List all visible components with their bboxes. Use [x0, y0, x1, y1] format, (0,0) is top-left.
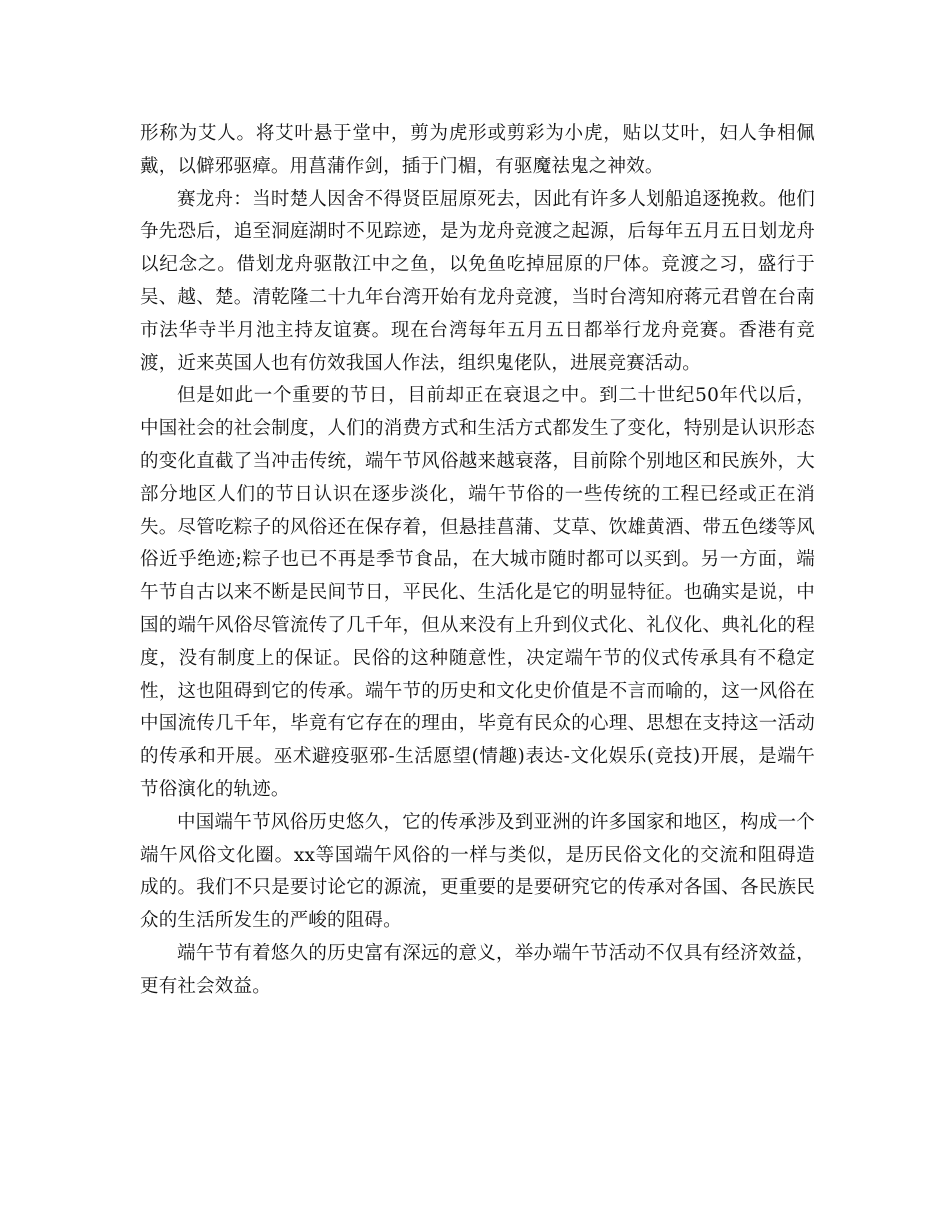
paragraph-ai-ren: 形称为艾人。将艾叶悬于堂中，剪为虎形或剪彩为小虎，贴以艾叶，妇人争相佩戴，以僻邪驱瘴。用菖蒲作剑，插于门楣，有驱魔祛鬼之神效。 — [140, 123, 815, 177]
document-body — [140, 118, 815, 1004]
paragraph-significance: 端午节有着悠久的历史富有深远的意义，举办端午节活动不仅具有经济效益，更有社会效益。 — [140, 942, 815, 997]
paragraph-decline: 但是如此一个重要的节日，目前却正在衰退之中。到二十世纪50年代以后，中国社会的社会制度，人们的消费方式和生活方式都发生了变化，特别是认识形态的变化直截了当冲击传统，端午节风俗越来越衰落，目前除个别地区和民族外，大部分地区人们的节日认识在逐步淡化，端午节俗的一些传统的工程已经或正在消失。尽管吃粽子的风俗还在保存着，但悬挂菖蒲、艾草、饮雄黄酒、带五色缕等风俗近乎绝迹;粽子也已不再是季节食品，在大城市随时都可以买到。另一方面，端午节自古以来不断是民间节日，平民化、生活化是它的明显特征。也确实是说，中国的端午风俗尽管流传了几千年，但从来没有上升到仪式化、礼仪化、典礼化的程度，没有制度上的保证。民俗的这种随意性，决定端午节的仪式传承具有不稳定性，这也阻碍到它的传承。端午节的历史和文化史价值是不言而喻的，这一风俗在中国流传几千年，毕竟有它存在的理由，毕竟有民众的心理、思想在支持这一活动的传承和开展。巫术避疫驱邪-生活愿望(情趣)表达-文化娱乐(竞技)开展，是端午节俗演化的轨迹。 — [140, 385, 815, 800]
paragraph-cultural-circle: 中国端午节风俗历史悠久，它的传承涉及到亚洲的许多国家和地区，构成一个端午风俗文化圈。xx等国端午风俗的一样与类似，是历民俗文化的交流和阻碍造成的。我们不只是要讨论它的源流，更重要的是要研究它的传承对各国、各民族民众的生活所发生的严峻的阻碍。 — [140, 811, 815, 932]
paragraph-dragon-boat: 赛龙舟：当时楚人因舍不得贤臣屈原死去，因此有许多人划船追逐挽救。他们争先恐后，追至洞庭湖时不见踪迹，是为龙舟竞渡之起源，后每年五月五日划龙舟以纪念之。借划龙舟驱散江中之鱼，以免鱼吃掉屈原的尸体。竞渡之习，盛行于吴、越、楚。清乾隆二十九年台湾开始有龙舟竞渡，当时台湾知府蒋元君曾在台南市法华寺半月池主持友谊赛。现在台湾每年五月五日都举行龙舟竞赛。香港有竞渡，近来英国人也有仿效我国人作法，组织鬼佬队，进展竞赛活动。 — [140, 188, 815, 374]
